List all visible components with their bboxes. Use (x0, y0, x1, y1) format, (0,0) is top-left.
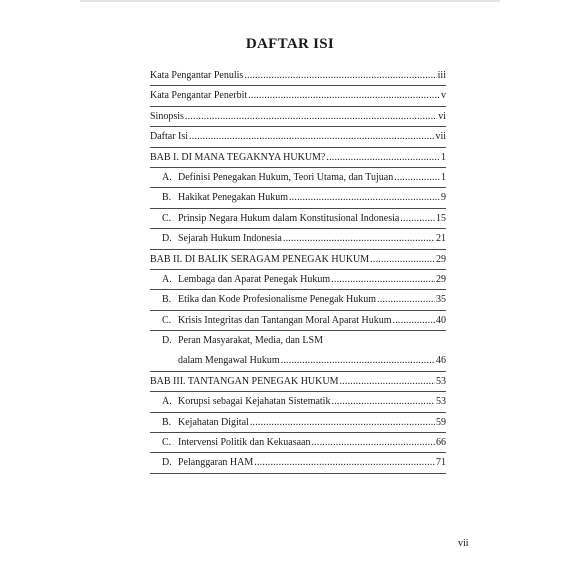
toc-entry-text: Pelanggaran HAM (178, 457, 254, 469)
toc-leader-dots (311, 433, 435, 453)
toc-leader-dots (393, 311, 435, 331)
toc-entry-page: 53 (436, 375, 446, 387)
toc-leader-dots (254, 453, 435, 473)
toc-leader-dots (331, 392, 435, 412)
toc-entry-kata-pengantar-penerbit[interactable] (150, 86, 446, 106)
toc-entry-page: 40 (436, 314, 446, 326)
toc-section-2a[interactable] (150, 270, 446, 290)
toc-leader-dots (289, 188, 440, 208)
toc-section-3b[interactable] (150, 413, 446, 433)
toc-section-1c[interactable] (150, 209, 446, 229)
toc-section-2b[interactable] (150, 290, 446, 310)
toc-entry-letter: D. (162, 335, 172, 347)
toc-entry-page: 59 (436, 416, 446, 428)
page-top-edge (80, 0, 500, 2)
toc-leader-dots (370, 250, 435, 270)
toc-section-1a[interactable] (150, 168, 446, 188)
toc-leader-dots (400, 209, 435, 229)
toc-entry-page: 29 (436, 253, 446, 265)
toc-entry-text: Prinsip Negara Hukum dalam Konstitusional Indonesia (178, 212, 400, 224)
toc-entry-page: iii (437, 70, 446, 81)
toc-entry-page: vi (438, 110, 446, 122)
toc-leader-dots (250, 413, 435, 433)
toc-entry-page: 9 (441, 192, 446, 204)
toc-entry-text: BAB III. TANTANGAN PENEGAK HUKUM (150, 375, 339, 387)
table-of-contents (150, 66, 446, 474)
toc-entry-daftar-isi[interactable] (150, 127, 446, 147)
toc-leader-dots (326, 148, 440, 168)
toc-entry-letter: B. (162, 294, 172, 306)
toc-entry-text: Definisi Penegakan Hukum, Teori Utama, dan Tujuan (178, 171, 394, 183)
toc-leader-dots (283, 229, 435, 249)
toc-leader-dots (339, 372, 435, 392)
toc-entry-page: 21 (436, 233, 446, 245)
toc-chapter-bab-2[interactable] (150, 250, 446, 270)
toc-entry-text: BAB I. DI MANA TEGAKNYA HUKUM? (150, 151, 326, 163)
toc-leader-dots (281, 351, 435, 371)
toc-leader-dots (189, 127, 434, 147)
toc-entry-letter: A. (162, 396, 172, 408)
toc-entry-page: 66 (436, 437, 446, 449)
toc-entry-letter: A. (162, 171, 172, 183)
toc-entry-text: Korupsi sebagai Kejahatan Sistematik (178, 396, 331, 408)
toc-entry-letter: D. (162, 233, 172, 245)
toc-entry-text: Peran Masyarakat, Media, dan LSM (178, 335, 323, 347)
toc-leader-dots (244, 66, 436, 86)
toc-chapter-bab-3[interactable] (150, 372, 446, 392)
toc-entry-letter: C. (162, 212, 172, 224)
toc-entry-text: BAB II. DI BALIK SERAGAM PENEGAK HUKUM (150, 253, 370, 265)
toc-section-3a[interactable] (150, 392, 446, 412)
toc-leader-dots (331, 270, 435, 290)
toc-entry-text: Kata Pengantar Penerbit (150, 90, 248, 102)
toc-entry-letter: C. (162, 437, 172, 449)
toc-entry-letter: B. (162, 192, 172, 204)
toc-entry-page: 1 (441, 171, 446, 183)
toc-chapter-bab-1[interactable] (150, 148, 446, 168)
toc-leader-dots (377, 290, 435, 310)
toc-section-2d-continued[interactable] (150, 351, 446, 371)
toc-entry-kata-pengantar-penulis[interactable] (150, 66, 446, 86)
toc-entry-page: 29 (436, 273, 446, 285)
toc-entry-text: Lembaga dan Aparat Penegak Hukum (178, 273, 331, 285)
toc-entry-page: v (441, 90, 446, 102)
toc-entry-letter: B. (162, 416, 172, 428)
toc-entry-text: Krisis Integritas dan Tantangan Moral Aparat Hukum (178, 314, 392, 326)
toc-entry-text: Etika dan Kode Profesionalisme Penegak Hukum (178, 294, 377, 306)
toc-entry-letter: D. (162, 457, 172, 469)
toc-entry-text-continued: dalam Mengawal Hukum (178, 355, 280, 367)
toc-entry-text: Intervensi Politik dan Kekuasaan (178, 437, 311, 449)
page-number: vii (458, 538, 469, 549)
toc-section-2c[interactable] (150, 311, 446, 331)
toc-entry-page: 15 (436, 212, 446, 224)
toc-entry-page: 35 (436, 294, 446, 306)
toc-entry-page: 46 (436, 355, 446, 367)
toc-entry-page: 71 (436, 457, 446, 469)
toc-entry-text: Sejarah Hukum Indonesia (178, 233, 282, 245)
toc-entry-text: Sinopsis (150, 110, 184, 122)
toc-entry-letter: C. (162, 314, 172, 326)
toc-section-1d[interactable] (150, 229, 446, 249)
toc-entry-page: 53 (436, 396, 446, 408)
toc-section-2d[interactable] (150, 331, 446, 351)
toc-entry-page: 1 (441, 151, 446, 163)
toc-entry-text: Hakikat Penegakan Hukum (178, 192, 288, 204)
toc-leader-dots (394, 168, 440, 188)
toc-leader-dots (248, 86, 440, 106)
toc-entry-page: vii (435, 131, 446, 143)
toc-entry-letter: A. (162, 273, 172, 285)
toc-section-3c[interactable] (150, 433, 446, 453)
toc-section-1b[interactable] (150, 188, 446, 208)
toc-entry-text: Daftar Isi (150, 131, 189, 143)
toc-section-3d[interactable] (150, 453, 446, 473)
toc-entry-text: Kejahatan Digital (178, 416, 249, 428)
toc-entry-sinopsis[interactable] (150, 107, 446, 127)
toc-leader-dots (185, 107, 437, 127)
toc-entry-text: Kata Pengantar Penulis (150, 70, 244, 81)
page-title: DAFTAR ISI (245, 36, 335, 52)
